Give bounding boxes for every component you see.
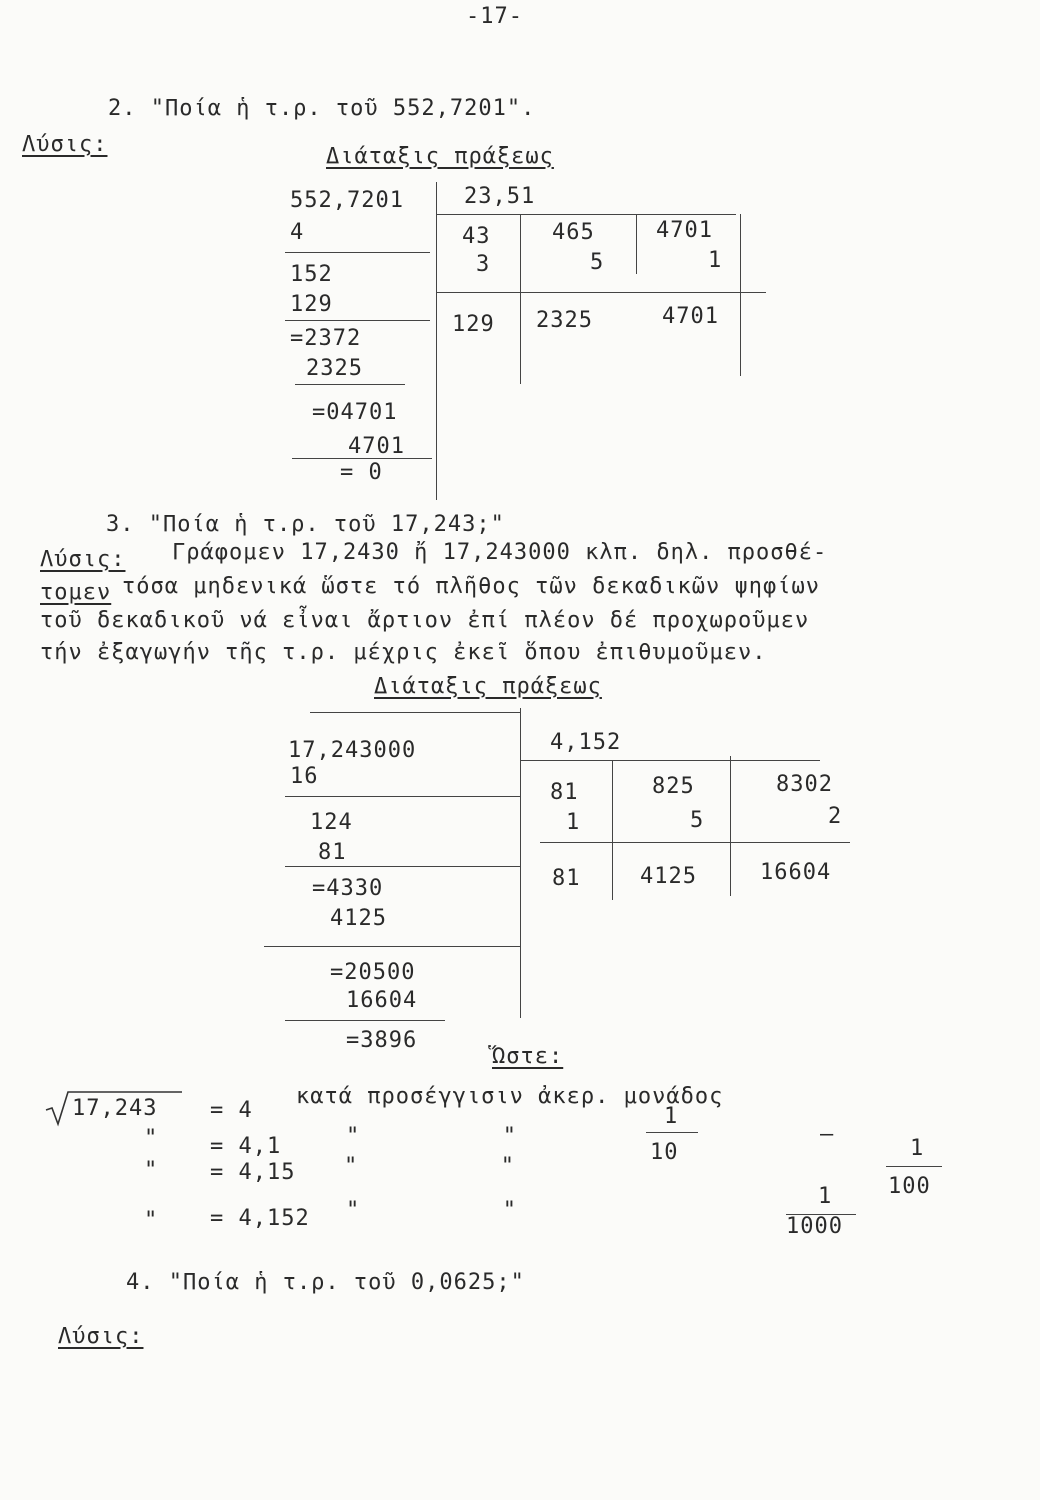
- result-text: " ": [346, 1124, 517, 1149]
- separator: [292, 458, 432, 459]
- trial-top: 465: [552, 220, 595, 245]
- fraction-numerator: 1: [664, 1104, 679, 1129]
- problem-2-question: 2. "Ποία ἡ τ.ρ. τοῦ 552,7201".: [108, 96, 536, 121]
- problem-3-solution-label: Λύσις:: [40, 547, 126, 572]
- problem-3-question: 3. "Ποία ἡ τ.ρ. τοῦ 17,243;": [106, 512, 505, 537]
- left-value: 16: [290, 764, 319, 789]
- left-value: 552,7201: [290, 188, 404, 213]
- fraction-bar: [886, 1166, 942, 1167]
- result-eq: = 4: [210, 1098, 253, 1123]
- ditto-mark: ": [144, 1126, 159, 1151]
- trial-top: 4701: [656, 218, 713, 243]
- result-eq: = 4,152: [210, 1206, 310, 1231]
- left-value: =4330: [312, 876, 384, 901]
- fraction-denominator: 100: [888, 1174, 931, 1199]
- left-value: 4701: [348, 434, 405, 459]
- fraction-bar: [646, 1132, 698, 1133]
- trial-digit: 3: [476, 252, 491, 277]
- left-value: 4: [290, 220, 305, 245]
- left-value: =2372: [290, 326, 362, 351]
- ditto-mark: ": [144, 1158, 159, 1183]
- separator: [295, 384, 405, 385]
- separator: [264, 946, 520, 947]
- problem-3-layout-title: Διάταξις πράξεως: [374, 674, 602, 699]
- trial-digit: 1: [566, 810, 581, 835]
- left-value: 129: [290, 292, 333, 317]
- trial-top: 43: [462, 224, 491, 249]
- separator: [285, 796, 520, 797]
- trial-top: 825: [652, 774, 695, 799]
- trial-digit: 1: [708, 248, 723, 273]
- fraction-numerator: 1: [910, 1136, 925, 1161]
- separator: [310, 712, 520, 713]
- problem-3-text-line: τοῦ δεκαδικοῦ νά εἶναι ἄρτιον ἐπί πλέον δέ προχωροῦμεν: [40, 608, 810, 633]
- problem-3-text-line: τόσα μηδενικά ὥστε τό πλῆθος τῶν δεκαδικῶν ψηφίων: [122, 574, 821, 599]
- trial-top: 8302: [776, 772, 833, 797]
- problem-3-root: 4,152: [550, 730, 622, 755]
- trial-product: 2325: [536, 308, 593, 333]
- trial-divider: [740, 214, 741, 376]
- trial-divider: [520, 214, 521, 384]
- problem-2-main-divider: [436, 182, 437, 500]
- left-value: =20500: [330, 960, 416, 985]
- conclusion-label: Ὥστε:: [492, 1044, 564, 1069]
- separator: [285, 1020, 445, 1021]
- left-value: 124: [310, 810, 353, 835]
- result-text: " ": [344, 1154, 515, 1179]
- trial-product: 129: [452, 312, 495, 337]
- result-eq: = 4,15: [210, 1160, 296, 1185]
- fraction-denominator: 10: [650, 1140, 679, 1165]
- problem-4-solution-label: Λύσις:: [58, 1324, 144, 1349]
- left-value: 17,243000: [288, 738, 417, 763]
- problem-2-solution-label: Λύσις:: [22, 132, 108, 157]
- separator: [520, 760, 820, 761]
- left-value: 4125: [330, 906, 387, 931]
- left-value: =3896: [346, 1028, 418, 1053]
- dash: —: [820, 1122, 835, 1147]
- problem-4-question: 4. "Ποία ἡ τ.ρ. τοῦ 0,0625;": [126, 1270, 525, 1295]
- trial-divider: [636, 214, 637, 274]
- page-number: -17-: [466, 4, 523, 29]
- problem-2-layout-title: Διάταξις πράξεως: [326, 144, 554, 169]
- separator: [436, 214, 736, 215]
- result-eq: = 4,1: [210, 1134, 282, 1159]
- trial-product: 4701: [662, 304, 719, 329]
- separator: [540, 842, 850, 843]
- left-value: =04701: [312, 400, 398, 425]
- trial-digit: 5: [590, 250, 605, 275]
- separator: [436, 292, 766, 293]
- problem-3-main-divider: [520, 708, 521, 1018]
- radicand: 17,243: [72, 1096, 158, 1121]
- trial-digit: 5: [690, 808, 705, 833]
- left-value: 152: [290, 262, 333, 287]
- trial-product: 16604: [760, 860, 832, 885]
- left-value: = 0: [340, 460, 383, 485]
- problem-3-text-underlined: τομεν: [40, 580, 112, 605]
- problem-3-text-line: τήν ἐξαγωγήν τῆς τ.ρ. μέχρις ἐκεῖ ὅπου ἐπιθυμοῦμεν.: [40, 640, 767, 665]
- result-text: κατά προσέγγισιν ἀκερ. μονάδος: [296, 1084, 724, 1109]
- trial-divider: [612, 760, 613, 900]
- separator: [285, 866, 520, 867]
- trial-product: 81: [552, 866, 581, 891]
- trial-product: 4125: [640, 864, 697, 889]
- result-text: " ": [346, 1198, 517, 1223]
- problem-2-root: 23,51: [464, 184, 536, 209]
- trial-digit: 2: [828, 804, 843, 829]
- separator: [285, 320, 430, 321]
- problem-3-text-line: Γράφομεν 17,2430 ἤ 17,243000 κλπ. δηλ. προσθέ-: [172, 540, 828, 565]
- trial-top: 81: [550, 780, 579, 805]
- ditto-mark: ": [144, 1208, 159, 1233]
- trial-divider: [730, 756, 731, 896]
- fraction-numerator: 1: [818, 1184, 833, 1209]
- left-value: 16604: [346, 988, 418, 1013]
- left-value: 81: [318, 840, 347, 865]
- left-value: 2325: [306, 356, 363, 381]
- separator: [285, 252, 430, 253]
- fraction-denominator: 1000: [786, 1214, 843, 1239]
